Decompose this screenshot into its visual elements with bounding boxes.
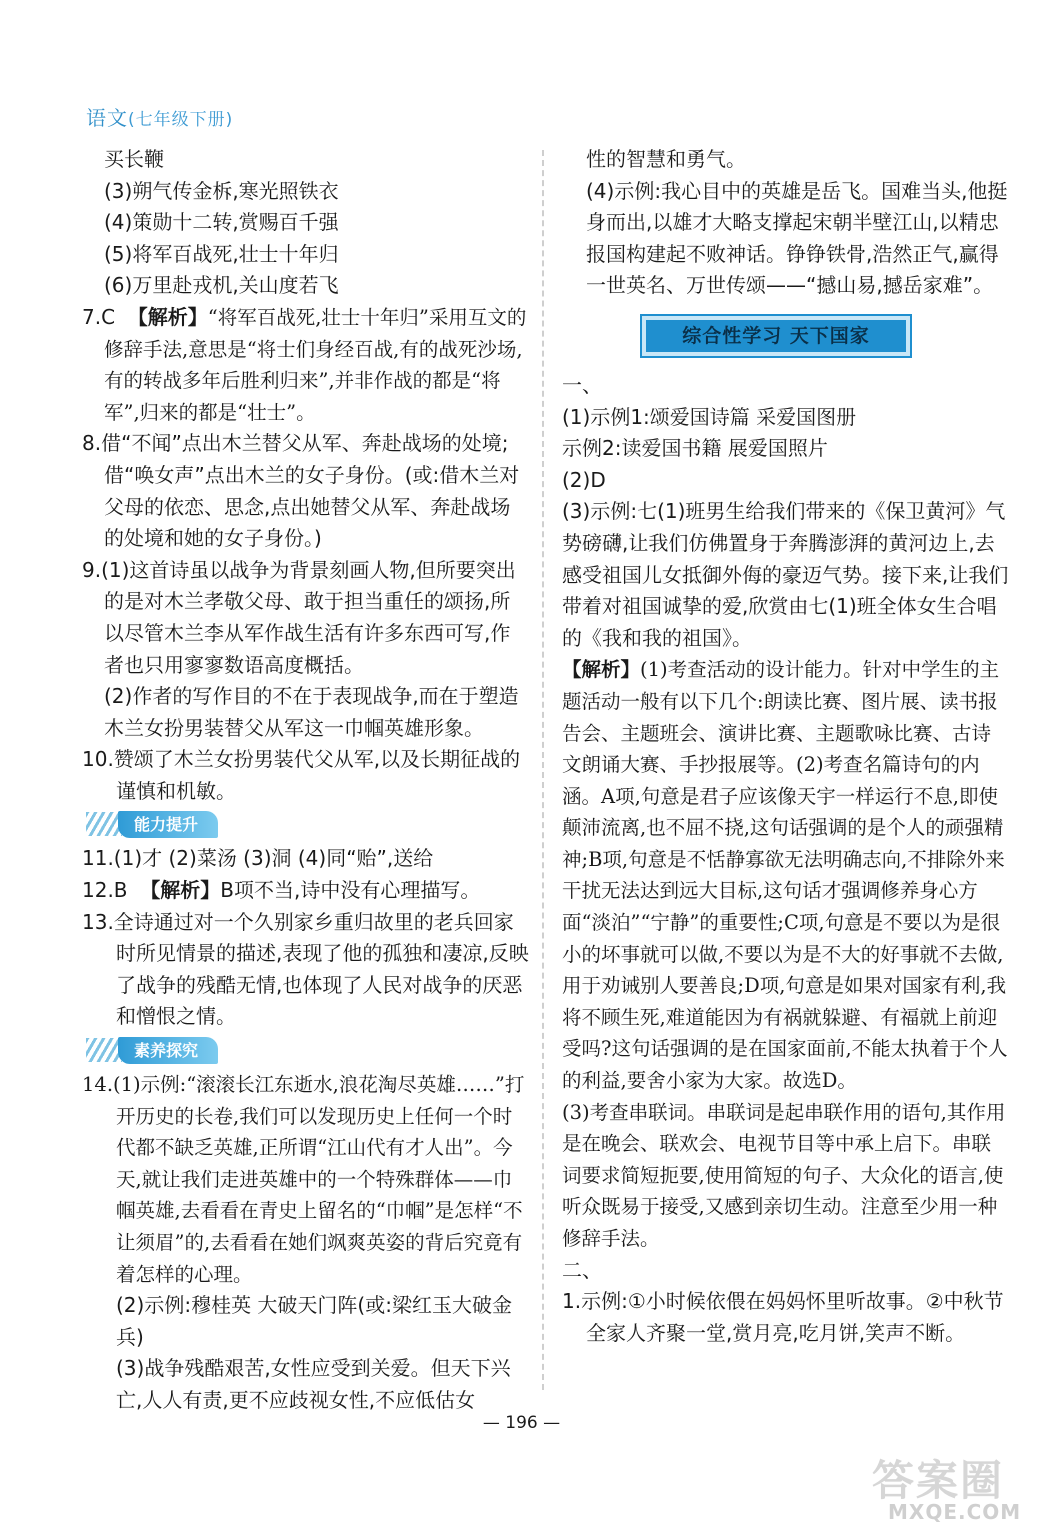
answer-line: 买长鞭 — [104, 147, 164, 171]
answer-line: (3)示例:七(1)班男生给我们带来的《保卫黄河》气势磅礴,让我们仿佛置身于奔腾澎湃的黄河边上,去感受祖国儿女抵御外侮的豪迈气势。接下来,让我们带着对祖国诚挚的爱,欣赏由七(1)班全体女生合唱的《我和我的祖国》。 — [562, 499, 1009, 650]
analysis-text: (1)考查活动的设计能力。针对中学生的主题活动一般有以下几个:朗读比赛、图片展、读书报告会、主题班会、演讲比赛、主题歌咏比赛、古诗文朗诵大赛、手抄报展等。(2)考查名篇诗句的内涵。A项,句意是君子应该像天宇一样运行不息,即使颠沛流离,也不屈不挠,这句话强调的是个人的顽强精神;B项,句意是不恬静寡欲无法明确志向,不排除外来干扰无法达到远大目标,这句话才强调修养身心方面“淡泊”“宁静”的重要性;C项,句意是不要以为是很小的坏事就可以做,不要以为是不大的好事就不去做,用于劝诫别人要善良;D项,句意是如果对国家有利,我将不顾生死,难道能因为有祸就躲避、有福就上前迎受吗?这句话强调的是在国家面前,不能太执着于个人的利益,要舍小家为大家。故选D。 — [562, 658, 1008, 1093]
watermark-logo — [866, 1448, 1022, 1528]
answer-q14-part4: (4)示例:我心目中的英雄是岳飞。国难当头,他挺身而出,以雄才大略支撑起宋朝半壁江山,以精忠报国构建起不败神话。铮铮铁骨,浩然正气,赢得一世英名、万世传颂——“撼山易,撼岳家难”。 — [586, 178, 1008, 298]
answer-line: (2)D — [562, 467, 606, 492]
answer-q8: 8.借“不闻”点出木兰替父从军、奔赴战场的处境;借“唤女声”点出木兰的女子身份。(或:借木兰对父母的依恋、思念,点出她替父从军、奔赴战场的处境和她的女子身份。) — [82, 431, 520, 551]
answer-line: (3)朔气传金柝,寒光照铁衣 — [104, 178, 339, 203]
page-number: — 196 — — [482, 1413, 561, 1433]
answer-line: 1.示例:①小时候依偎在妈妈怀里听故事。②中秋节全家人齐聚一堂,赏月亮,吃月饼,笑声不断。 — [562, 1289, 1004, 1345]
answer-line: (5)将军百战死,壮士十年归 — [104, 241, 339, 266]
right-column — [562, 144, 1010, 1349]
part-one-heading: 一、 — [562, 372, 602, 397]
badge-label: 素养探究 — [118, 1037, 218, 1064]
answer-q12 — [82, 875, 530, 907]
header-subject: 语文 — [86, 106, 128, 130]
watermark-url: MXQE.COM — [888, 1500, 1022, 1524]
part-two-heading: 二、 — [562, 1257, 602, 1282]
analysis-tag: 【解析】 — [127, 304, 208, 329]
q7-number: 7.C — [82, 304, 116, 329]
header-grade: (七年级下册) — [128, 110, 234, 130]
analysis-block — [562, 654, 1010, 1096]
watermark-text: 答案圈 — [872, 1456, 1005, 1505]
answer-q14-part3: (3)战争残酷艰苦,女性应受到关爱。但天下兴亡,人人有责,更不应歧视女性,不应低估女 — [116, 1356, 511, 1412]
analysis-tag: 【解析】 — [140, 878, 221, 903]
answer-line: (1)示例1:颂爱国诗篇 采爱国图册 — [562, 404, 857, 429]
left-column — [82, 144, 530, 1417]
answer-q14-part2: (2)示例:穆桂英 大破天门阵(或:梁红玉大破金兵) — [116, 1293, 512, 1349]
answer-q14-part1: 14.(1)示例:“滚滚长江东逝水,浪花淘尽英雄……”打开历史的长卷,我们可以发现历史上任何一个时代都不缺乏英雄,正所谓“江山代有才人出”。今天,就让我们走进英雄中的一个特殊群体——巾帼英雄,去看看在青史上留名的“巾帼”是怎样“不让须眉”的,去看看在她们飒爽英姿的背后究竟有着怎样的心理。 — [82, 1073, 525, 1286]
answer-q9-part1: 9.(1)这首诗虽以战争为背景刻画人物,但所要突出的是对木兰孝敬父母、敢于担当重任的颂扬,所以尽管木兰李从军作战生活有许多东西可写,作者也只用寥寥数语高度概括。 — [82, 557, 516, 677]
answer-q11: 11.(1)才 (2)菜汤 (3)洞 (4)同“贻”,送给 — [82, 846, 434, 871]
badge-stripes-icon — [86, 812, 122, 836]
answer-line: (6)万里赴戎机,关山度若飞 — [104, 273, 339, 298]
section-title: 综合性学习 天下国家 — [642, 316, 910, 356]
answer-q9-part2: (2)作者的写作目的不在于表现战争,而在于塑造木兰女扮男装替父从军这一巾帼英雄形象。 — [104, 684, 519, 740]
answer-q13: 13.全诗通过对一个久别家乡重归故里的老兵回家时所见情景的描述,表现了他的孤独和凄凉,反映了战争的残酷无情,也体现了人民对战争的厌恶和憎恨之情。 — [82, 909, 529, 1029]
badge-label: 能力提升 — [118, 811, 218, 838]
section-badge-literacy — [82, 1035, 530, 1066]
answer-q7 — [82, 302, 530, 428]
analysis-text-2: (3)考查串联词。串联词是起串联作用的语句,其作用是在晚会、联欢会、电视节目等中承上启下。串联词要求简短扼要,使用简短的句子、大众化的语言,使听众既易于接受,又感到亲切生动。注意至少用一种修辞手法。 — [562, 1100, 1006, 1250]
q7-analysis: “将军百战死,壮士十年归”采用互文的修辞手法,意思是“将士们身经百战,有的战死沙场,有的转战多年后胜利归来”,并非作战的都是“将军”,归来的都是“壮士”。 — [104, 305, 527, 424]
column-divider — [542, 150, 544, 1390]
q12-analysis: B项不当,诗中没有心理描写。 — [220, 878, 481, 903]
q12-number: 12.B — [82, 878, 128, 903]
section-badge-ability — [82, 809, 530, 840]
answer-line: (4)策勋十二转,赏赐百千强 — [104, 210, 339, 235]
page-header — [86, 102, 233, 131]
badge-stripes-icon — [86, 1038, 122, 1062]
answer-line: 性的智慧和勇气。 — [586, 147, 746, 171]
answer-line: 示例2:读爱国书籍 展爱国照片 — [562, 436, 828, 461]
answer-q10: 10.赞颂了木兰女扮男装代父从军,以及长期征战的谨慎和机敏。 — [82, 747, 521, 803]
analysis-tag: 【解析】 — [562, 658, 641, 682]
